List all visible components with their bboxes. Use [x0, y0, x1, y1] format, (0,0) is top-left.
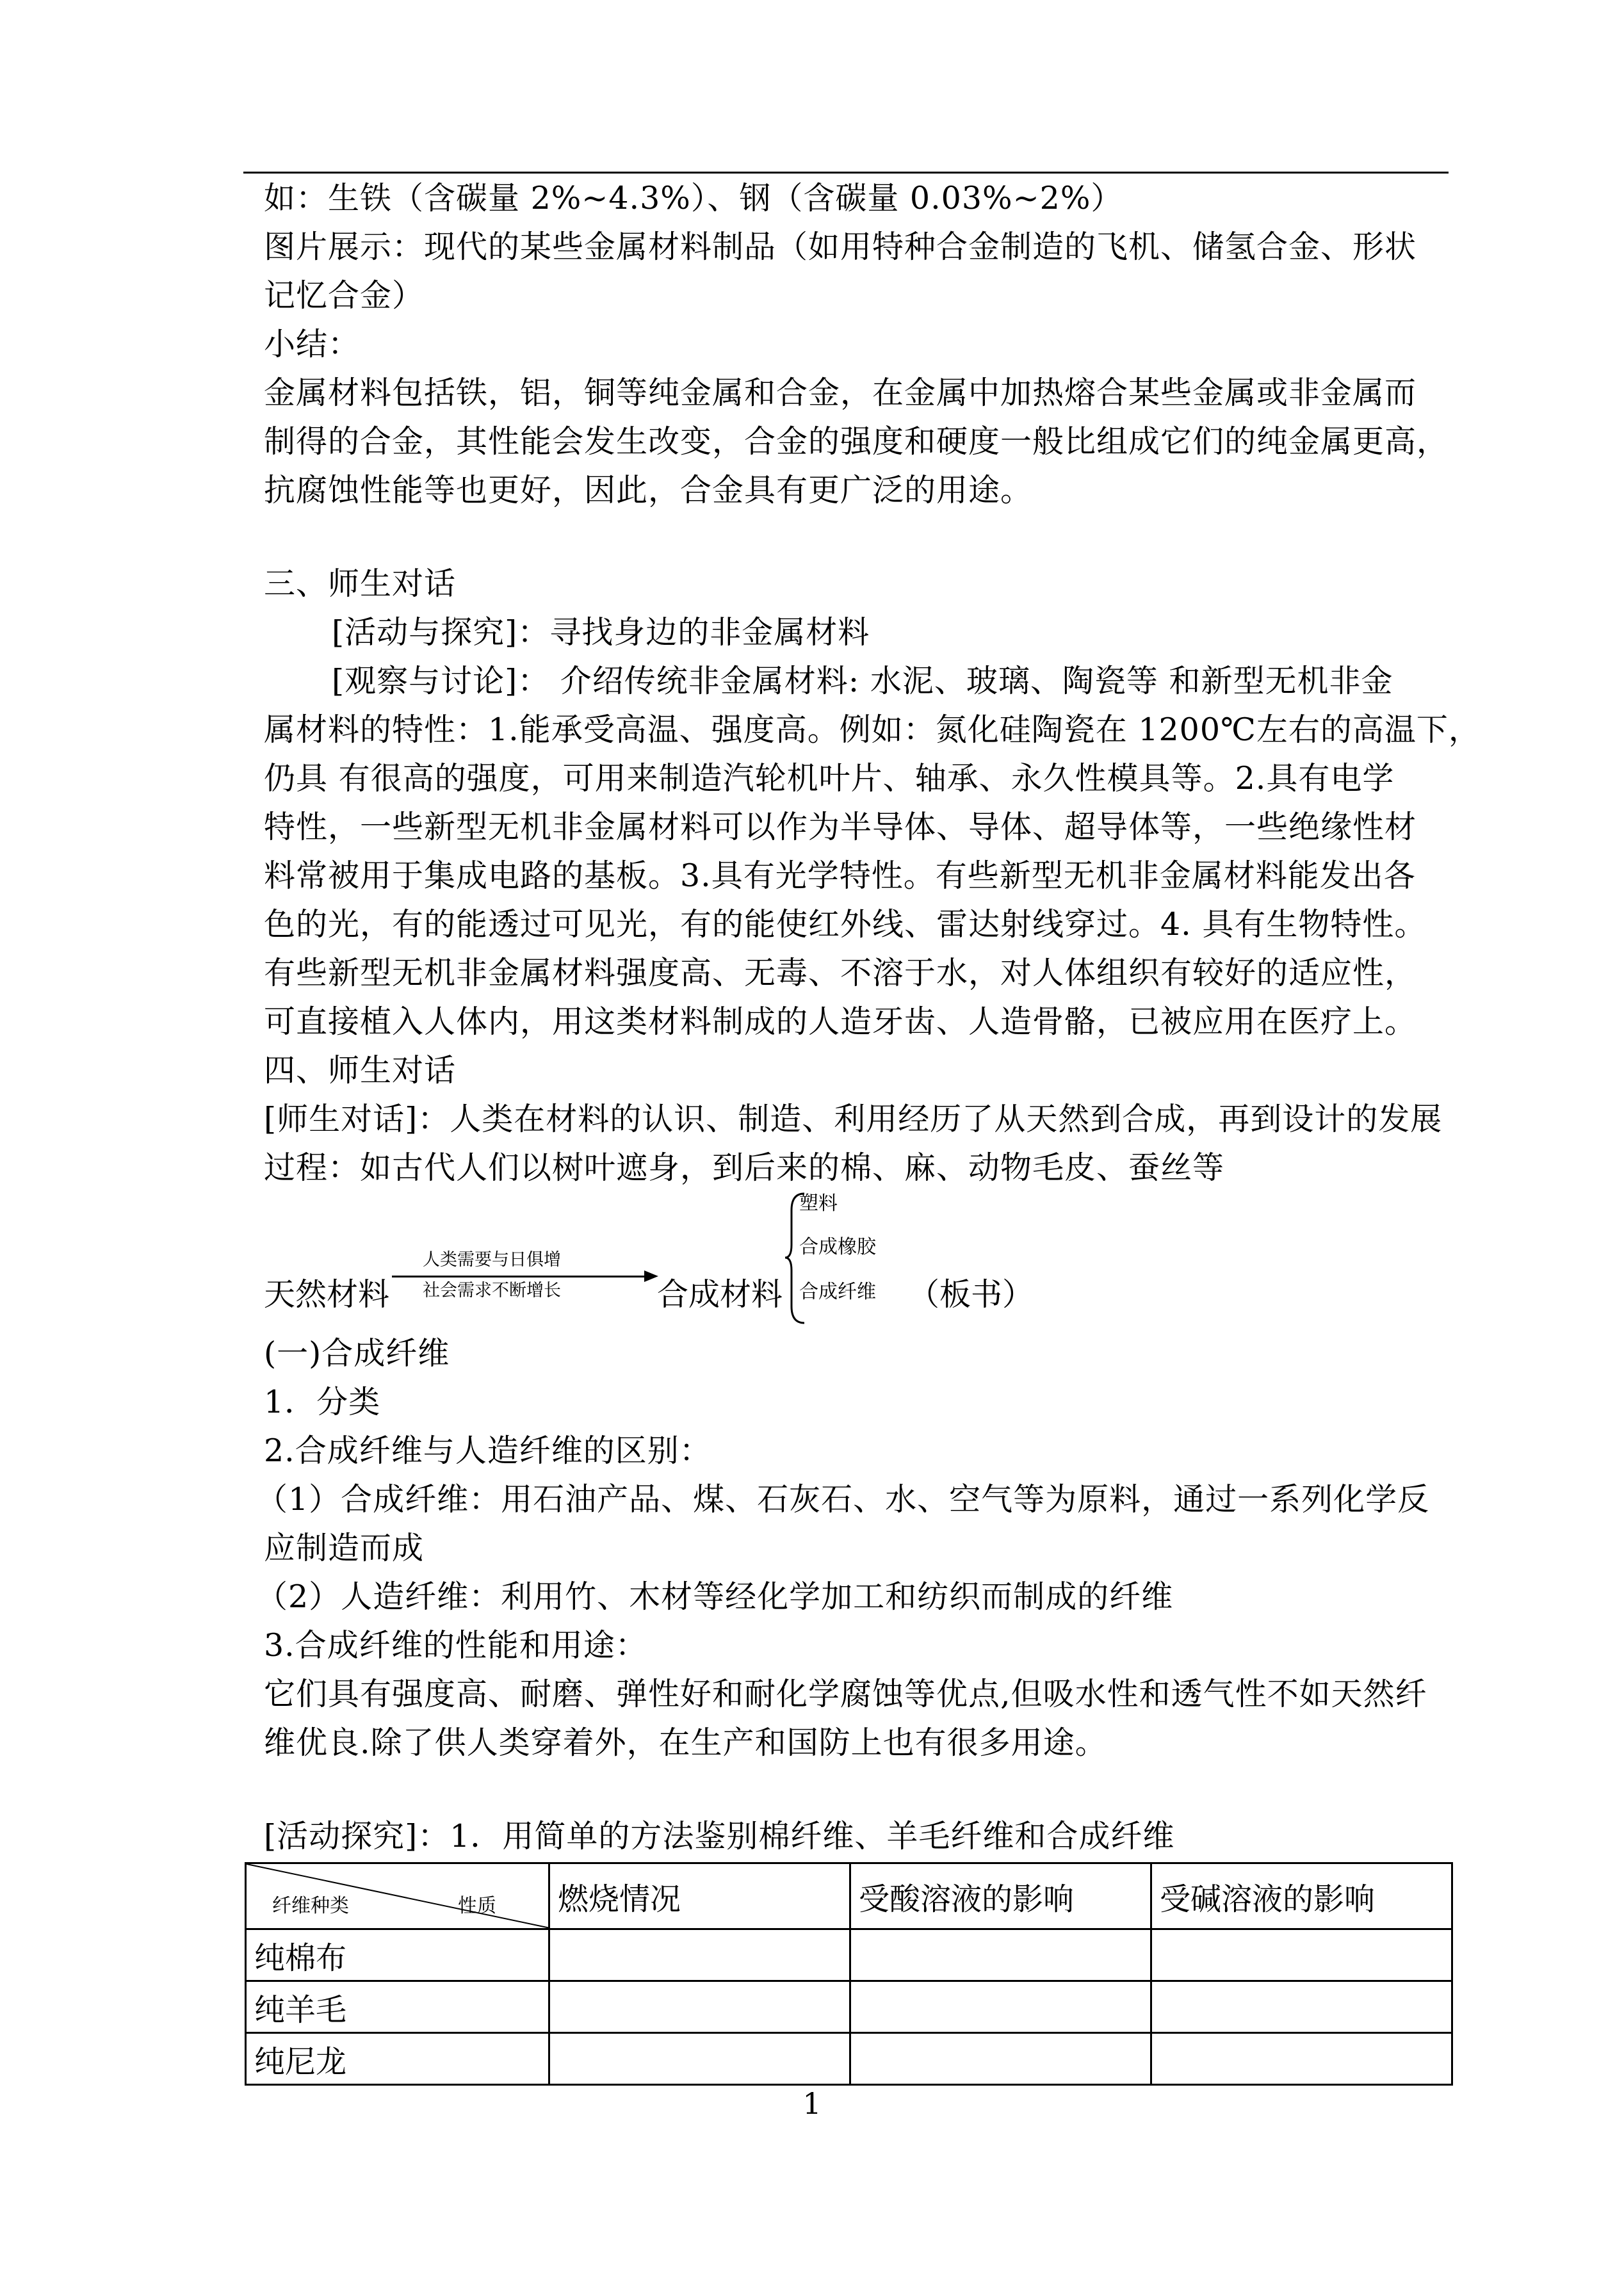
- diagram-source: 天然材料: [264, 1276, 390, 1313]
- branch-item: 合成橡胶: [799, 1236, 876, 1258]
- column-header: 受酸溶液的影响: [850, 1863, 1151, 1929]
- table-cell: [1151, 1981, 1452, 2033]
- table-header-row: [246, 1863, 1452, 1929]
- text-line: 如：生铁（含碳量 2%~4.3%）、钢（含碳量 0.03%~2%）: [264, 180, 1123, 216]
- text-line: 它们具有强度高、耐磨、弹性好和耐化学腐蚀等优点,但吸水性和透气性不如天然纤: [264, 1676, 1427, 1712]
- subsection-heading: (一)合成纤维: [264, 1335, 450, 1372]
- text-line: 记忆合金）: [264, 277, 425, 314]
- text-line: 属材料的特性：1.能承受高温、强度高。例如：氮化硅陶瓷在 1200℃左右的高温下，: [264, 711, 1481, 748]
- column-header: 受碱溶液的影响: [1151, 1863, 1452, 1929]
- branch-item: 合成纤维: [799, 1281, 876, 1303]
- text-line: 小结：: [264, 326, 361, 362]
- table-cell: [549, 1929, 850, 1981]
- fiber-table: [245, 1862, 1453, 2086]
- diagram-target: 合成材料: [657, 1276, 783, 1313]
- page-number: 1: [802, 2086, 822, 2121]
- arrow-line: [392, 1276, 646, 1277]
- text-line: 可直接植入人体内，用这类材料制成的人造牙齿、人造骨骼，已被应用在医疗上。: [264, 1003, 1417, 1040]
- row-header-label: 纤维种类: [272, 1895, 349, 1917]
- section-heading: 三、师生对话: [264, 565, 457, 602]
- table-cell: [549, 1981, 850, 2033]
- table-row: [246, 1929, 1452, 1981]
- text-line: 应制造而成: [264, 1530, 425, 1566]
- text-line: 仍具 有很高的强度，可用来制造汽轮机叶片、轴承、永久性模具等。2.具有电学: [264, 760, 1395, 797]
- table-row: [246, 2033, 1452, 2085]
- text-line: [活动探究]：1．用简单的方法鉴别棉纤维、羊毛纤维和合成纤维: [264, 1818, 1175, 1854]
- header-rule: [243, 172, 1449, 174]
- text-line: 过程：如古代人们以树叶遮身，到后来的棉、麻、动物毛皮、蚕丝等: [264, 1149, 1225, 1186]
- section-heading: 四、师生对话: [264, 1052, 457, 1089]
- text-line: 制得的合金，其性能会发生改变，合金的强度和硬度一般比组成它们的纯金属更高，: [264, 423, 1449, 460]
- text-line: 维优良.除了供人类穿着外，在生产和国防上也有很多用途。: [264, 1724, 1107, 1761]
- column-header: 燃烧情况: [549, 1863, 850, 1929]
- table-row: [246, 1981, 1452, 2033]
- board-note: （板书）: [908, 1276, 1034, 1313]
- text-line: 2.合成纤维与人造纤维的区别：: [264, 1432, 711, 1469]
- text-line: 3.合成纤维的性能和用途：: [264, 1627, 647, 1664]
- text-line: [师生对话]：人类在材料的认识、制造、利用经历了从天然到合成，再到设计的发展: [264, 1101, 1443, 1137]
- text-line: （2）人造纤维：利用竹、木材等经化学加工和纺织而制成的纤维: [256, 1578, 1174, 1615]
- text-line: （1）合成纤维：用石油产品、煤、石灰石、水、空气等为原料，通过一系列化学反: [256, 1481, 1430, 1518]
- text-line: 抗腐蚀性能等也更好，因此，合金具有更广泛的用途。: [264, 472, 1033, 508]
- branch-item: 塑料: [799, 1192, 838, 1215]
- table-cell: [850, 2033, 1151, 2085]
- table-cell: [1151, 2033, 1452, 2085]
- text-line: 特性，一些新型无机非金属材料可以作为半导体、导体、超导体等，一些绝缘性材: [264, 809, 1417, 845]
- row-label: 纯尼龙: [246, 2033, 549, 2085]
- text-line: 料常被用于集成电路的基板。3.具有光学特性。有些新型无机非金属材料能发出各: [264, 857, 1416, 894]
- row-label: 纯羊毛: [246, 1981, 549, 2033]
- table-cell: [549, 2033, 850, 2085]
- text-line: 图片展示：现代的某些金属材料制品（如用特种合金制造的飞机、储氢合金、形状: [264, 229, 1417, 265]
- text-line: 色的光，有的能透过可见光，有的能使红外线、雷达射线穿过。4. 具有生物特性。: [264, 906, 1427, 943]
- arrow-bottom-label: 社会需求不断增长: [423, 1281, 561, 1301]
- text-line: 1．分类: [264, 1384, 381, 1420]
- col-header-label: 性质: [458, 1895, 496, 1917]
- text-line: [观察与讨论]： 介绍传统非金属材料: 水泥、玻璃、陶瓷等 和新型无机非金: [332, 663, 1393, 699]
- arrow-head-icon: [644, 1270, 658, 1282]
- arrow-top-label: 人类需要与日俱增: [423, 1250, 561, 1270]
- table-corner-cell: [246, 1863, 549, 1929]
- text-line: 金属材料包括铁，铝，铜等纯金属和合金，在金属中加热熔合某些金属或非金属而: [264, 375, 1417, 411]
- table-cell: [850, 1981, 1151, 2033]
- text-line: [活动与探究]：寻找身边的非金属材料: [332, 614, 870, 651]
- table-cell: [850, 1929, 1151, 1981]
- row-label: 纯棉布: [246, 1929, 549, 1981]
- text-line: 有些新型无机非金属材料强度高、无毒、不溶于水，对人体组织有较好的适应性，: [264, 955, 1417, 991]
- table-cell: [1151, 1929, 1452, 1981]
